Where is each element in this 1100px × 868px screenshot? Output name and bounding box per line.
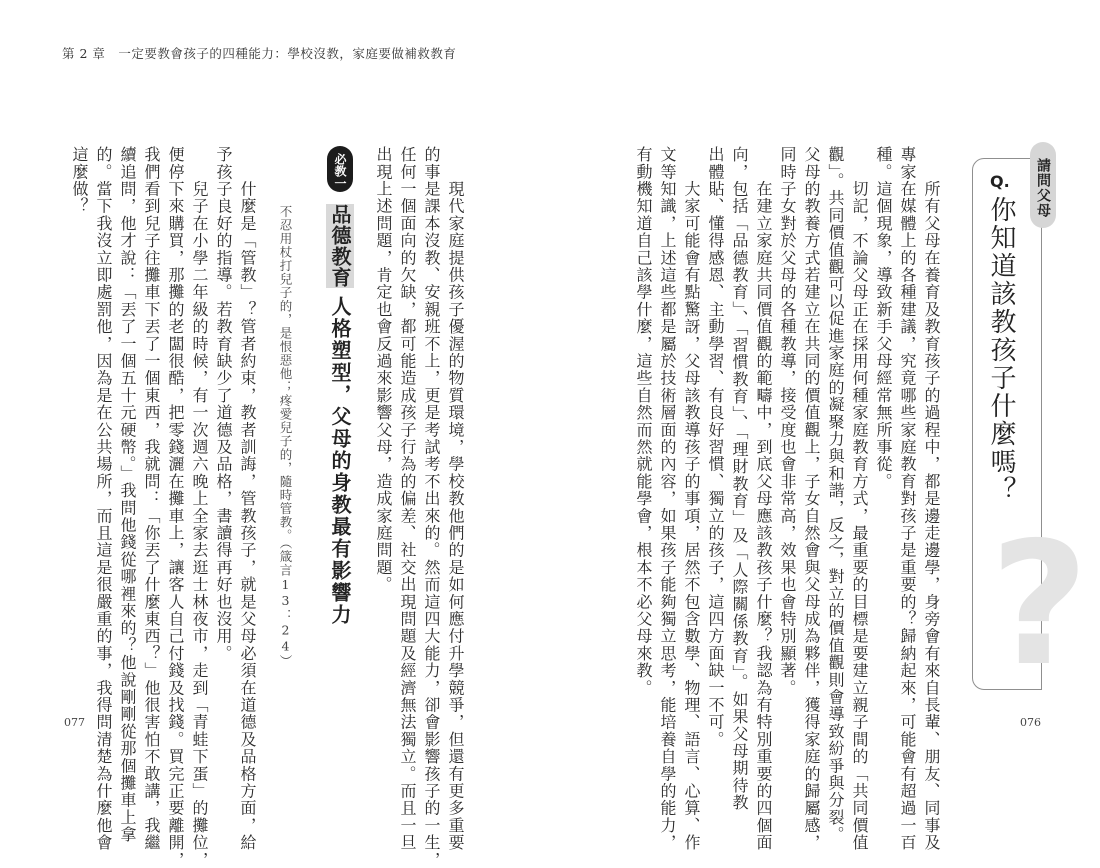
page-number-left: 077: [64, 716, 85, 729]
body-column: 同時子女對於父母的各種教導，接受度也會非常高，效果也會特別顯著。: [778, 146, 797, 697]
body-column: 大家可能會有點驚訝，父母該教導孩子的事項，居然不包含數學、物理、語言、心算、作: [682, 146, 701, 852]
section-topic: 品德教育: [328, 204, 352, 288]
body-column: 續追問，他才說：「丟了一個五十元硬幣。」我問他錢從哪裡來的？他說剛剛從那個攤車上拿: [118, 146, 137, 844]
must-teach-badge: 必教一: [327, 146, 353, 192]
body-column: 兒子在小學二年級的時候，有一次週六晚上全家去逛士林夜市，走到「青蛙下蛋」的攤位，: [190, 146, 209, 868]
section-title: 人格塑型，父母的身教最有影響力: [328, 296, 352, 626]
body-column: 便停下來購買，那攤的老闆很酷，把零錢灑在攤車上，讓客人自己付錢及找錢。買完正要離開，: [166, 146, 185, 868]
body-column: 父母的教養方式若建立在共同的價值觀上，子女自然會與父母成為夥伴，獲得家庭的歸屬感，: [802, 146, 821, 852]
body-column: 向，包括「品德教育」、「習慣教育」、「理財教育」及「人際關係教育」。如果父母期待教: [730, 146, 749, 812]
question-watermark-icon: ?: [990, 506, 1089, 704]
intro-column: 現代家庭提供孩子優渥的物質環境，學校教他們的是如何應付升學競爭，但還有更多重要: [446, 146, 465, 852]
intro-column: 任何一個面向的欠缺，都可能造成孩子行為的偏差、社交出現問題及經濟無法獨立。而且一旦: [398, 146, 417, 852]
body-column: 的。當下我沒立即處罰他，因為是在公共場所，而且這是很嚴重的事，我得問清楚為什麼他會: [94, 146, 113, 852]
body-column: 所有父母在養育及教育孩子的過程中，都是邊走邊學，身旁會有來自長輩、朋友、同事及: [922, 146, 941, 852]
body-column: 種。這個現象，導致新手父母經常無所事從。: [874, 146, 893, 490]
ask-parents-tag: 請問父母: [1030, 142, 1056, 228]
body-column: 觀」。共同價值觀可以促進家庭的凝聚力與和諧，反之，對立的價值觀則會導致紛爭與分裂。: [826, 146, 845, 844]
body-column: 切記，不論父母正在採用何種家庭教育方式，最重要的目標是要建立親子間的「共同價值: [850, 146, 869, 852]
intro-column: 的事是課本沒教、安親班不上，更是考試考不出來的。然而這四大能力，卻會影響孩子的一生，: [422, 146, 441, 868]
body-column: 什麼是「管教」？管者約束，教者訓誨，管教孩子，就是父母必須在道德及品格方面，給: [238, 146, 257, 852]
question-title: 你知道該教孩子什麼嗎？: [986, 196, 1016, 504]
body-column: 我們看到兒子往攤車下丟了一個東西，我就問：「你丟了什麼東西？」他很害怕不敢講，我繼: [142, 146, 161, 852]
intro-column: 出現上述問題，肯定也會反過來影響父母，造成家庭問題。: [374, 146, 393, 594]
page-number-right: 076: [1020, 716, 1041, 729]
body-column: 有動機知道自己該學什麼，這些自然而然就能學會，根本不必父母來教。: [634, 146, 653, 697]
body-column: 出體貼、懂得感恩、主動學習、有良好習慣、獨立的孩子，這四方面缺一不可。: [706, 146, 725, 748]
body-column: 專家在媒體上的各種建議，究竟哪些家庭教育對孩子是重要的？歸納起來，可能會有超過一百: [898, 146, 917, 852]
scripture-quote: 不忍用杖打兒子的，是恨惡他；疼愛兒子的，隨時管教。（箴言13：24）: [278, 205, 293, 668]
running-header: 第 2 章 一定要教會孩子的四種能力：學校沒教，家庭要做補救教育: [62, 46, 457, 61]
body-column: 在建立家庭共同價值觀的範疇中，到底父母應該教孩子什麼？我認為有特別重要的四個面: [754, 146, 773, 852]
body-column: 文等知識，上述這些都是屬於技術層面的內容，如果孩子能夠獨立思考，能培養自學的能力，: [658, 146, 677, 852]
body-column: 予孩子良好的指導。若教育缺少了道德及品格，書讀得再好也沒用。: [214, 146, 233, 662]
question-label: Q.: [990, 172, 1010, 191]
body-column: 這麼做？: [70, 146, 89, 215]
